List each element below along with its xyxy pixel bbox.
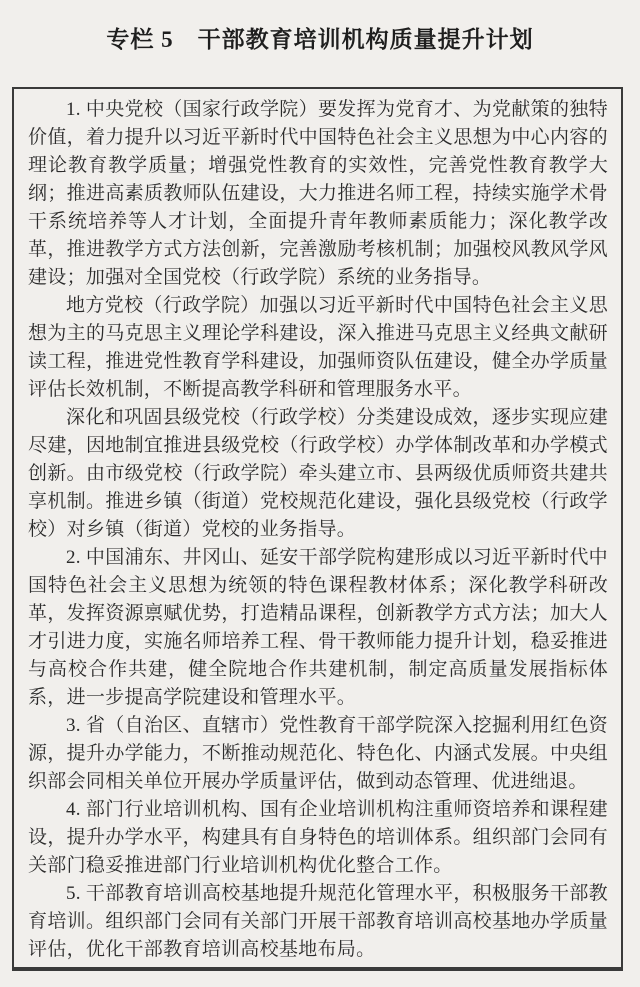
panel-box (12, 87, 623, 971)
paragraph: 4. 部门行业培训机构、国有企业培训机构注重师资培养和课程建设，提升办学水平，构建具有自身特色的培训体系。组织部门会同有关部门稳妥推进部门行业培训机构优化整合工作。 (28, 799, 608, 876)
panel-title: 专栏 5 干部教育培训机构质量提升计划 (106, 27, 534, 52)
paragraph: 1. 中央党校（国家行政学院）要发挥为党育才、为党献策的独特价值，着力提升以习近平新时代中国特色社会主义思想为中心内容的理论教育教学质量；增强党性教育的实效性，完善党性教育教学大纲；推进高素质教师队伍建设，大力推进名师工程，持续实施学术骨干系统培养等人才计划，全面提升青年教师素质能力；深化教学改革，推进教学方式方法创新，完善激励考核机制；加强校风教风学风建设；加强对全国党校（行政学院）系统的业务指导。 (28, 99, 608, 288)
paragraph: 2. 中国浦东、井冈山、延安干部学院构建形成以习近平新时代中国特色社会主义思想为统领的特色课程教材体系；深化教学科研改革，发挥资源禀赋优势，打造精品课程，创新教学方式方法；加大人才引进力度，实施名师培养工程、骨干教师能力提升计划，稳妥推进与高校合作共建，健全院地合作共建机制，制定高质量发展指标体系，进一步提高学院建设和管理水平。 (28, 547, 608, 708)
paragraph: 地方党校（行政学院）加强以习近平新时代中国特色社会主义思想为主的马克思主义理论学科建设，深入推进马克思主义经典文献研读工程，推进党性教育学科建设，加强师资队伍建设，健全办学质量评估长效机制，不断提高教学科研和管理服务水平。 (28, 295, 608, 400)
paragraph: 3. 省（自治区、直辖市）党性教育干部学院深入挖掘利用红色资源，提升办学能力，不断推动规范化、特色化、内涵式发展。中央组织部会同相关单位开展办学质量评估，做到动态管理、优进绌退。 (28, 715, 608, 792)
paragraph: 5. 干部教育培训高校基地提升规范化管理水平，积极服务干部教育培训。组织部门会同有关部门开展干部教育培训高校基地办学质量评估，优化干部教育培训高校基地布局。 (28, 883, 608, 960)
paragraph: 深化和巩固县级党校（行政学校）分类建设成效，逐步实现应建尽建，因地制宜推进县级党校（行政学校）办学体制改革和办学模式创新。由市级党校（行政学院）牵头建立市、县两级优质师资共建共享机制。推进乡镇（街道）党校规范化建设，强化县级党校（行政学校）对乡镇（街道）党校的业务指导。 (28, 407, 608, 540)
